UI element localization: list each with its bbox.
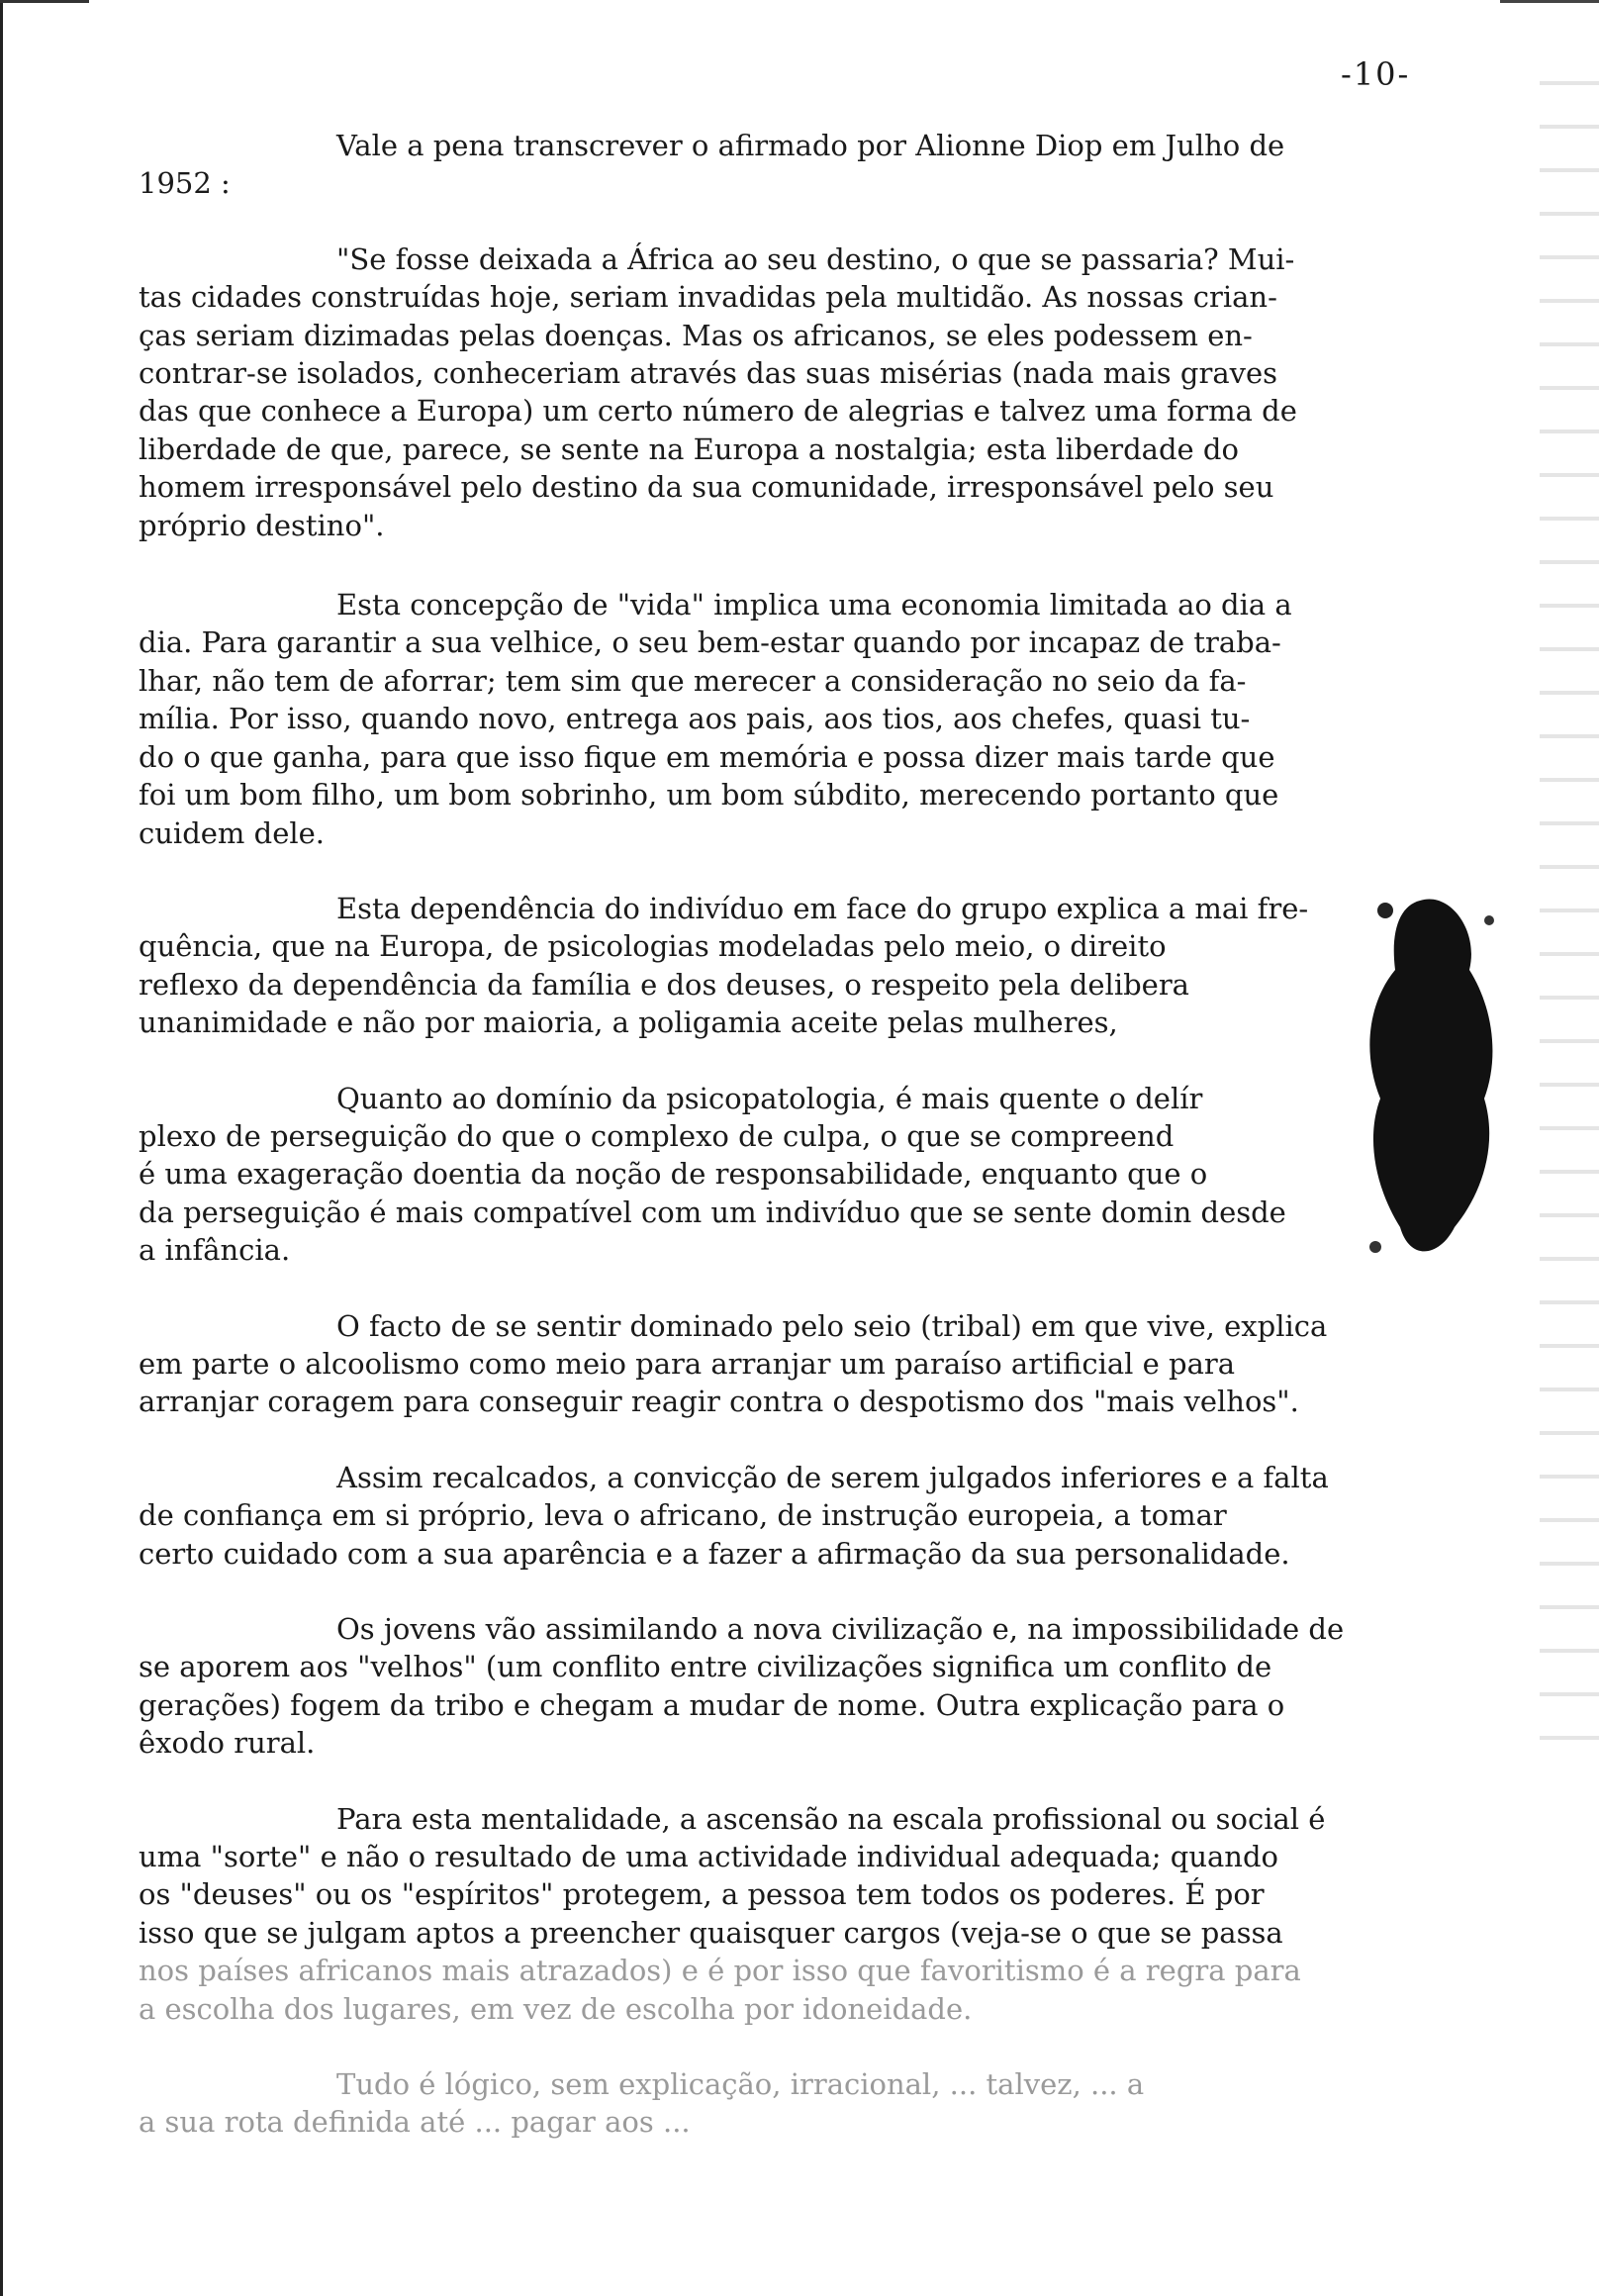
text-line: Para esta mentalidade, a ascensão na escala profissional ou social é: [336, 1801, 1326, 1836]
text-line: dia. Para garantir a sua velhice, o seu bem-estar quando por incapaz de traba-: [139, 625, 1281, 660]
paragraph-alcoolismo: [139, 1307, 1484, 1421]
text-line: das que conhece a Europa) um certo número de alegrias e talvez uma forma de: [139, 394, 1297, 429]
page-edge-top-right: [1500, 0, 1599, 3]
paragraph-mentalidade: [139, 1800, 1484, 2028]
text-line: foi um bom filho, um bom sobrinho, um bom súbdito, merecendo portanto que: [139, 778, 1279, 813]
text-line: a infância.: [139, 1233, 291, 1268]
paragraph-intro: [139, 127, 1484, 203]
paragraph-jovens: [139, 1610, 1484, 1763]
text-line: a escolha dos lugares, em vez de escolha por idoneidade.: [139, 1991, 973, 2026]
text-line: da perseguição é mais compatível com um indivíduo que se sente domin desde: [139, 1195, 1286, 1229]
text-line: quência, que na Europa, de psicologias modeladas pelo meio, o direito: [139, 929, 1167, 964]
binding-shadow-strip: [1540, 59, 1599, 1742]
paragraph-psicopatologia: [139, 1080, 1484, 1270]
text-line: isso que se julgam aptos a preencher quaisquer cargos (veja-se o que se passa: [139, 1915, 1283, 1950]
text-line: homem irresponsável pelo destino da sua comunidade, irresponsável pelo seu: [139, 470, 1274, 505]
text-line: plexo de perseguição do que o complexo de culpa, o que se compreend: [139, 1118, 1175, 1153]
page-number: -10-: [1341, 55, 1411, 93]
page-edge-left: [0, 0, 3, 2296]
text-line: arranjar coragem para conseguir reagir contra o despotismo dos "mais velhos".: [139, 1385, 1299, 1419]
text-line: liberdade de que, parece, se sente na Europa a nostalgia; esta liberdade do: [139, 431, 1239, 466]
paragraph-quote: [139, 240, 1484, 544]
text-line: a sua rota definida até ... pagar aos ...: [139, 2105, 691, 2140]
text-line: é uma exageração doentia da noção de responsabilidade, enquanto que o: [139, 1157, 1208, 1192]
text-line: Assim recalcados, a convicção de serem julgados inferiores e a falta: [336, 1460, 1329, 1494]
paragraph-recalcados: [139, 1459, 1484, 1573]
text-line: êxodo rural.: [139, 1726, 316, 1761]
paragraph-logico: [139, 2065, 1484, 2142]
text-line: Esta dependência do indivíduo em face do grupo explica a mai fre-: [336, 891, 1309, 925]
text-line: mília. Por isso, quando novo, entrega aos pais, aos tios, aos chefes, quasi tu-: [139, 702, 1251, 736]
text-line: tas cidades construídas hoje, seriam invadidas pela multidão. As nossas crian-: [139, 280, 1277, 315]
text-line: "Se fosse deixada a África ao seu destino, o que se passaria? Mui-: [336, 241, 1295, 276]
text-line: lhar, não tem de aforrar; tem sim que merecer a consideração no seio da fa-: [139, 663, 1247, 698]
text-line: nos países africanos mais atrazados) e é por isso que favoritismo é a regra para: [139, 1954, 1301, 1988]
paragraph-dependencia: [139, 890, 1484, 1042]
text-line: próprio destino".: [139, 508, 385, 542]
text-line: ças seriam dizimadas pelas doenças. Mas os africanos, se eles podessem en-: [139, 318, 1253, 352]
text-line: Vale a pena transcrever o afirmado por Alionne Diop em Julho de: [336, 129, 1285, 162]
text-line: de confiança em si próprio, leva o africano, de instrução europeia, a tomar: [139, 1498, 1227, 1533]
text-line: reflexo da dependência da família e dos deuses, o respeito pela delibera: [139, 967, 1189, 1002]
text-line: se aporem aos "velhos" (um conflito entre civilizações significa um conflito de: [139, 1650, 1272, 1684]
page-edge-top: [0, 0, 89, 3]
text-line: uma "sorte" e não o resultado de uma actividade individual adequada; quando: [139, 1840, 1278, 1874]
text-line: os "deuses" ou os "espíritos" protegem, a pessoa tem todos os poderes. É por: [139, 1877, 1265, 1912]
text-line: certo cuidado com a sua aparência e a fazer a afirmação da sua personalidade.: [139, 1536, 1290, 1571]
text-line: gerações) fogem da tribo e chegam a mudar de nome. Outra explicação para o: [139, 1687, 1285, 1722]
text-line: Quanto ao domínio da psicopatologia, é mais quente o delír: [336, 1081, 1203, 1115]
text-line: contrar-se isolados, conheceriam através das suas misérias (nada mais graves: [139, 356, 1278, 391]
ink-blot-stain: [1361, 891, 1499, 1267]
text-line: unanimidade e não por maioria, a poligamia aceite pelas mulheres,: [139, 1005, 1118, 1040]
text-line: do o que ganha, para que isso fique em memória e possa dizer mais tarde que: [139, 739, 1275, 774]
text-line: O facto de se sentir dominado pelo seio (tribal) em que vive, explica: [336, 1308, 1328, 1343]
text-line: em parte o alcoolismo como meio para arranjar um paraíso artificial e para: [139, 1346, 1236, 1381]
paragraph-vida: [139, 586, 1484, 852]
text-line: Esta concepção de "vida" implica uma economia limitada ao dia a: [336, 588, 1292, 622]
text-line: cuidem dele.: [139, 815, 326, 850]
text-line: Os jovens vão assimilando a nova civilização e, na impossibilidade de: [336, 1612, 1345, 1646]
text-line: Tudo é lógico, sem explicação, irracional, ... talvez, ... a: [336, 2067, 1145, 2102]
document-body: [139, 127, 1484, 2179]
text-line: 1952 :: [139, 166, 231, 201]
